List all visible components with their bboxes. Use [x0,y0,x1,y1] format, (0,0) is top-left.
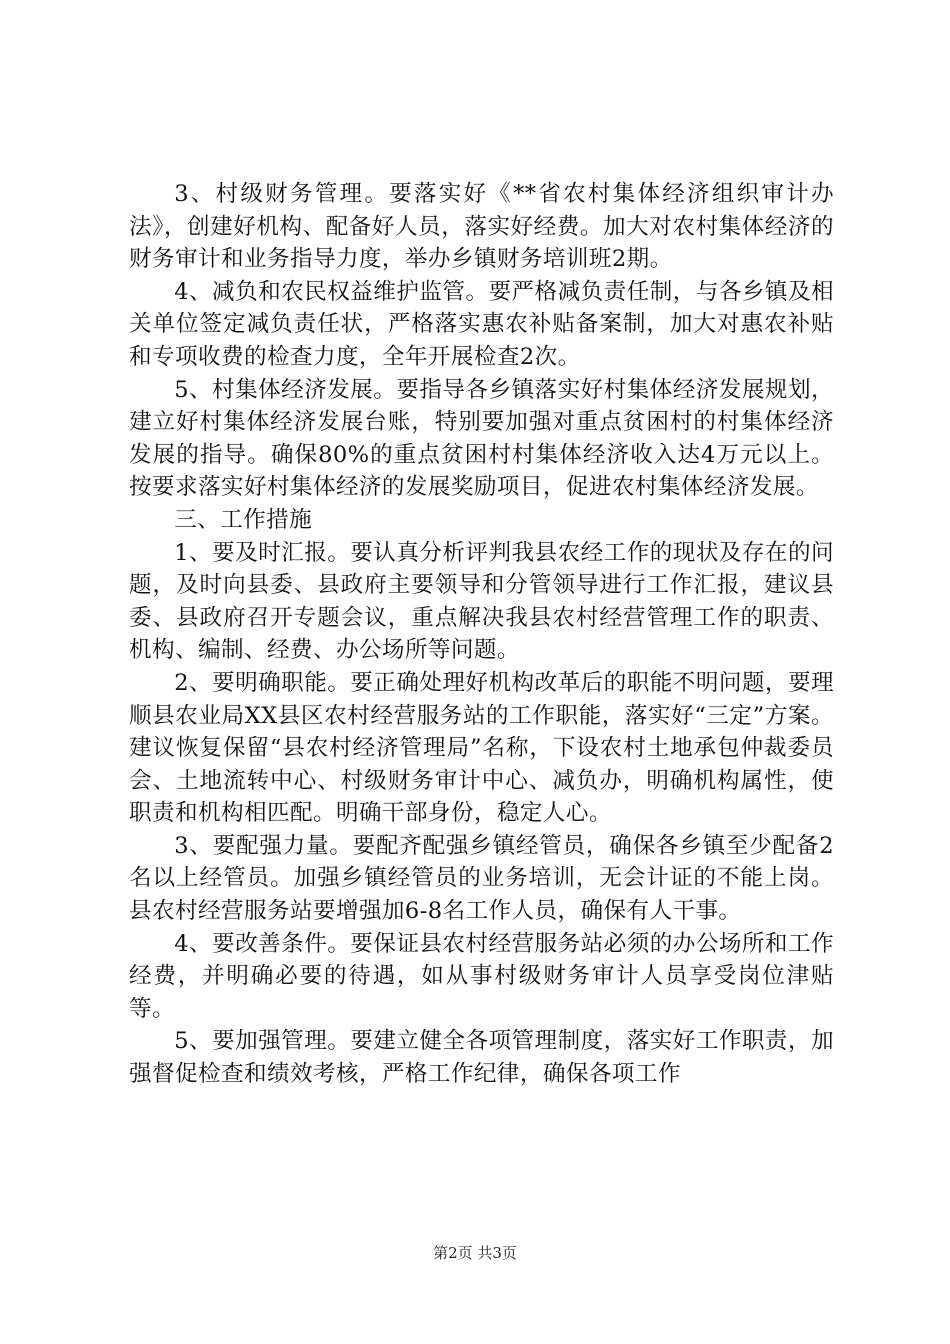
paragraph-improve-conditions: 4、要改善条件。要保证县农村经营服务站必须的办公场所和工作经费，并明确必要的待遇，如从事村级财务审计人员享受岗位津贴等。 [129,930,834,1022]
page-number-footer: 第2页 共3页 [433,1244,517,1262]
paragraph-burden-reduction: 4、减负和农民权益维护监管。要严格减负责任制，与各乡镇及相关单位签定减负责任状，严格落实惠农补贴备案制，加大对惠农补贴和专项收费的检查力度，全年开展检查2次。 [129,278,834,370]
paragraph-clarify-functions: 2、要明确职能。要正确处理好机构改革后的职能不明问题，要理顺县农业局XX县区农村经营服务站的工作职能，落实好“三定”方案。建议恢复保留“县农村经济管理局”名称，下设农村土地承包仲裁委员会、土地流转中心、村级财务审计中心、减负办，明确机构属性，使职责和机构相匹配。明确干部身份，稳定人心。 [129,669,834,827]
document-body [129,178,834,1091]
paragraph-strengthen-management: 5、要加强管理。要建立健全各项管理制度，落实好工作职责，加强督促检查和绩效考核，严格工作纪律，确保各项工作 [129,1028,834,1088]
section-heading-work-measures: 三、工作措施 [174,506,313,533]
paragraph-collective-economy: 5、村集体经济发展。要指导各乡镇落实好村集体经济发展规划，建立好村集体经济发展台账，特别要加强对重点贫困村的村集体经济发展的指导。确保80%的重点贫困村村集体经济收入达4万元以上。按要求落实好村集体经济的发展奖励项目，促进农村集体经济发展。 [129,376,834,501]
paragraph-timely-report: 1、要及时汇报。要认真分析评判我县农经工作的现状及存在的问题，及时向县委、县政府主要领导和分管领导进行工作汇报，建议县委、县政府召开专题会议，重点解决我县农村经营管理工作的职责、机构、编制、经费、办公场所等问题。 [129,539,834,664]
paragraph-village-finance: 3、村级财务管理。要落实好《**省农村集体经济组织审计办法》，创建好机构、配备好人员，落实好经费。加大对农村集体经济的财务审计和业务指导力度，举办乡镇财务培训班2期。 [129,181,834,273]
paragraph-strengthen-staff: 3、要配强力量。要配齐配强乡镇经管员，确保各乡镇至少配备2名以上经管员。加强乡镇经管员的业务培训，无会计证的不能上岗。县农村经营服务站要增强加6-8名工作人员，确保有人干事。 [129,832,834,925]
